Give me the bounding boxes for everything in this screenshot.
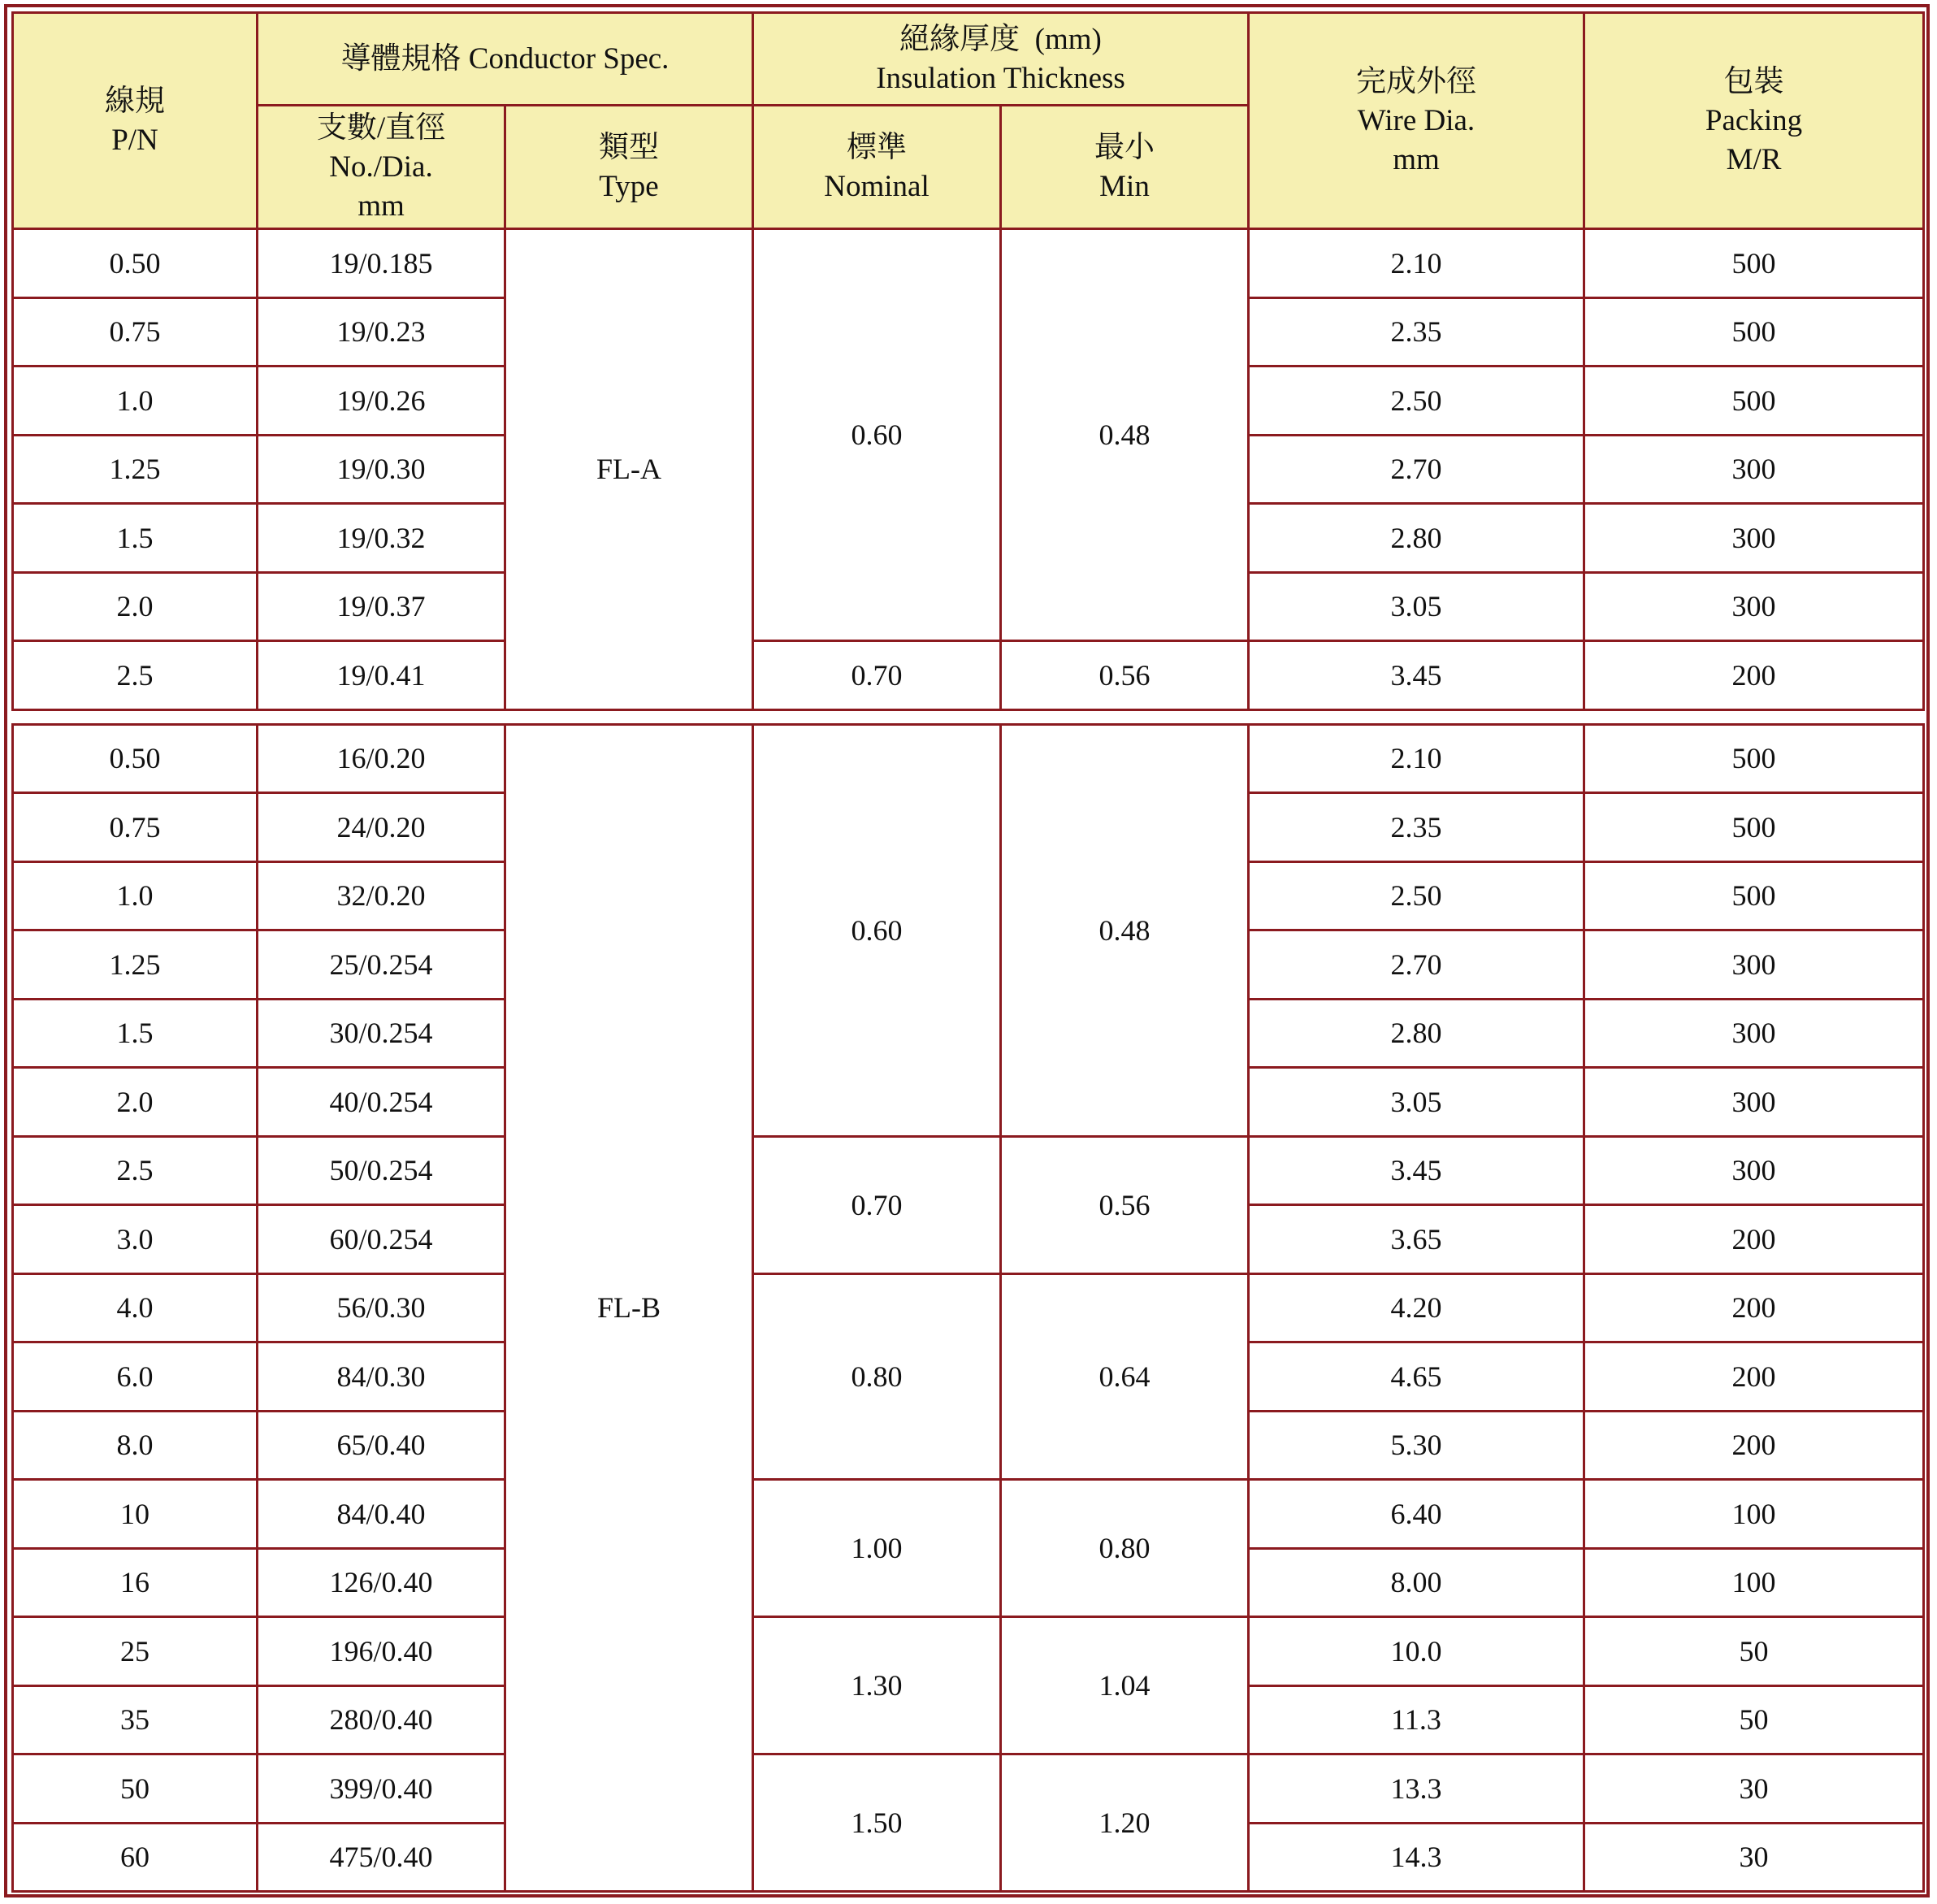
pn-cell: 1.25 xyxy=(13,435,258,504)
packing-cell: 300 xyxy=(1584,435,1924,504)
nominal-cell: 0.80 xyxy=(753,1273,1001,1480)
no-dia-cell: 126/0.40 xyxy=(258,1548,505,1617)
no-dia-cell: 19/0.32 xyxy=(258,504,505,573)
packing-cell: 200 xyxy=(1584,1205,1924,1274)
nominal-cell: 1.30 xyxy=(753,1617,1001,1754)
no-dia-cell: 399/0.40 xyxy=(258,1754,505,1824)
nominal-cell: 1.00 xyxy=(753,1480,1001,1617)
header-packing xyxy=(1584,13,1924,229)
no-dia-cell: 40/0.254 xyxy=(258,1068,505,1137)
wire-dia-cell: 8.00 xyxy=(1249,1548,1584,1617)
wire-dia-cell: 3.65 xyxy=(1249,1205,1584,1274)
no-dia-cell: 32/0.20 xyxy=(258,861,505,930)
header-packing-zh: 包裝 xyxy=(1723,64,1784,98)
pn-cell: 2.0 xyxy=(13,1068,258,1137)
table-row xyxy=(13,1617,1924,1686)
wire-dia-cell: 2.70 xyxy=(1249,930,1584,1000)
wire-dia-cell: 6.40 xyxy=(1249,1480,1584,1549)
packing-cell: 100 xyxy=(1584,1548,1924,1617)
no-dia-cell: 19/0.37 xyxy=(258,572,505,641)
min-cell: 0.48 xyxy=(1001,229,1249,641)
wire-dia-cell: 4.65 xyxy=(1249,1342,1584,1412)
wire-dia-cell: 2.10 xyxy=(1249,724,1584,793)
packing-cell: 50 xyxy=(1584,1617,1924,1686)
wire-dia-cell: 2.50 xyxy=(1249,366,1584,436)
packing-cell: 100 xyxy=(1584,1480,1924,1549)
no-dia-cell: 16/0.20 xyxy=(258,724,505,793)
pn-cell: 35 xyxy=(13,1685,258,1754)
header-no-dia-unit: mm xyxy=(358,189,405,223)
nominal-cell: 1.50 xyxy=(753,1754,1001,1892)
header-conductor-label: 導體規格 Conductor Spec. xyxy=(340,41,670,76)
no-dia-cell: 24/0.20 xyxy=(258,793,505,862)
pn-cell: 2.0 xyxy=(13,572,258,641)
header-min-en: Min xyxy=(1099,169,1150,203)
header-wire-dia-en: Wire Dia. xyxy=(1357,103,1476,137)
packing-cell: 300 xyxy=(1584,1136,1924,1205)
header-insulation-en: Insulation Thickness xyxy=(876,61,1125,95)
packing-cell: 300 xyxy=(1584,504,1924,573)
pn-cell: 1.5 xyxy=(13,999,258,1068)
header-min-zh: 最小 xyxy=(1094,130,1155,164)
table-row xyxy=(13,1136,1924,1205)
header-wire-dia-unit: mm xyxy=(1393,142,1440,176)
no-dia-cell: 280/0.40 xyxy=(258,1685,505,1754)
header-nominal-en: Nominal xyxy=(824,169,930,203)
packing-cell: 500 xyxy=(1584,297,1924,366)
no-dia-cell: 60/0.254 xyxy=(258,1205,505,1274)
wire-dia-cell: 3.05 xyxy=(1249,1068,1584,1137)
pn-cell: 60 xyxy=(13,1823,258,1892)
header-no-dia xyxy=(258,106,505,229)
nominal-cell: 0.70 xyxy=(753,1136,1001,1273)
header-nominal-zh: 標準 xyxy=(847,130,907,164)
pn-cell: 0.50 xyxy=(13,724,258,793)
wire-dia-cell: 2.35 xyxy=(1249,793,1584,862)
pn-cell: 2.5 xyxy=(13,641,258,710)
type-cell: FL-B xyxy=(505,724,753,1892)
wire-dia-cell: 4.20 xyxy=(1249,1273,1584,1342)
wire-dia-cell: 11.3 xyxy=(1249,1685,1584,1754)
min-cell: 0.56 xyxy=(1001,1136,1249,1273)
header-packing-en: Packing xyxy=(1705,103,1803,137)
wire-dia-cell: 2.35 xyxy=(1249,297,1584,366)
packing-cell: 300 xyxy=(1584,572,1924,641)
packing-cell: 200 xyxy=(1584,1273,1924,1342)
packing-cell: 300 xyxy=(1584,1068,1924,1137)
type-cell: FL-A xyxy=(505,229,753,710)
header-min xyxy=(1001,106,1249,229)
packing-cell: 30 xyxy=(1584,1823,1924,1892)
wire-dia-cell: 13.3 xyxy=(1249,1754,1584,1824)
min-cell: 1.20 xyxy=(1001,1754,1249,1892)
wire-dia-cell: 2.70 xyxy=(1249,435,1584,504)
table-row xyxy=(13,1480,1924,1549)
pn-cell: 25 xyxy=(13,1617,258,1686)
nominal-cell: 0.60 xyxy=(753,724,1001,1136)
table-body xyxy=(13,229,1924,1892)
pn-cell: 3.0 xyxy=(13,1205,258,1274)
table-row xyxy=(13,229,1924,298)
header-packing-unit: M/R xyxy=(1726,142,1782,176)
pn-cell: 0.75 xyxy=(13,793,258,862)
pn-cell: 1.0 xyxy=(13,366,258,436)
packing-cell: 300 xyxy=(1584,999,1924,1068)
wire-dia-cell: 2.50 xyxy=(1249,861,1584,930)
wire-dia-cell: 14.3 xyxy=(1249,1823,1584,1892)
min-cell: 1.04 xyxy=(1001,1617,1249,1754)
wire-dia-cell: 3.45 xyxy=(1249,641,1584,710)
pn-cell: 0.75 xyxy=(13,297,258,366)
pn-cell: 2.5 xyxy=(13,1136,258,1205)
header-row-1 xyxy=(13,13,1924,106)
no-dia-cell: 65/0.40 xyxy=(258,1411,505,1480)
header-type-en: Type xyxy=(599,169,659,203)
table-row xyxy=(13,724,1924,793)
no-dia-cell: 50/0.254 xyxy=(258,1136,505,1205)
pn-cell: 6.0 xyxy=(13,1342,258,1412)
wire-spec-table xyxy=(11,11,1925,1893)
header-no-dia-zh: 支數/直徑 xyxy=(316,111,446,145)
header-pn xyxy=(13,13,258,229)
header-type-zh: 類型 xyxy=(599,130,659,164)
no-dia-cell: 19/0.185 xyxy=(258,229,505,298)
no-dia-cell: 30/0.254 xyxy=(258,999,505,1068)
packing-cell: 500 xyxy=(1584,724,1924,793)
wire-dia-cell: 2.10 xyxy=(1249,229,1584,298)
packing-cell: 200 xyxy=(1584,1411,1924,1480)
nominal-cell: 0.70 xyxy=(753,641,1001,710)
no-dia-cell: 56/0.30 xyxy=(258,1273,505,1342)
min-cell: 0.80 xyxy=(1001,1480,1249,1617)
pn-cell: 1.5 xyxy=(13,504,258,573)
no-dia-cell: 25/0.254 xyxy=(258,930,505,1000)
packing-cell: 500 xyxy=(1584,861,1924,930)
header-pn-zh: 線規 xyxy=(105,84,165,118)
header-wire-dia-zh: 完成外徑 xyxy=(1356,64,1476,98)
pn-cell: 1.0 xyxy=(13,861,258,930)
pn-cell: 4.0 xyxy=(13,1273,258,1342)
header-insulation-zh: 絕緣厚度 (mm) xyxy=(899,22,1102,56)
header-conductor-spec xyxy=(258,13,753,106)
no-dia-cell: 84/0.30 xyxy=(258,1342,505,1412)
packing-cell: 50 xyxy=(1584,1685,1924,1754)
group-separator xyxy=(13,709,1924,724)
packing-cell: 500 xyxy=(1584,366,1924,436)
pn-cell: 0.50 xyxy=(13,229,258,298)
table-row xyxy=(13,1273,1924,1342)
header-insulation-thickness xyxy=(753,13,1249,106)
pn-cell: 10 xyxy=(13,1480,258,1549)
no-dia-cell: 84/0.40 xyxy=(258,1480,505,1549)
header-nominal xyxy=(753,106,1001,229)
no-dia-cell: 196/0.40 xyxy=(258,1617,505,1686)
pn-cell: 16 xyxy=(13,1548,258,1617)
table-row xyxy=(13,1754,1924,1824)
min-cell: 0.56 xyxy=(1001,641,1249,710)
header-no-dia-en: No./Dia. xyxy=(329,150,433,184)
wire-dia-cell: 3.05 xyxy=(1249,572,1584,641)
no-dia-cell: 19/0.26 xyxy=(258,366,505,436)
header-wire-dia xyxy=(1249,13,1584,229)
min-cell: 0.48 xyxy=(1001,724,1249,1136)
header-pn-en: P/N xyxy=(111,123,158,157)
no-dia-cell: 19/0.23 xyxy=(258,297,505,366)
header-type xyxy=(505,106,753,229)
min-cell: 0.64 xyxy=(1001,1273,1249,1480)
nominal-cell: 0.60 xyxy=(753,229,1001,641)
wire-dia-cell: 2.80 xyxy=(1249,999,1584,1068)
packing-cell: 200 xyxy=(1584,641,1924,710)
wire-dia-cell: 2.80 xyxy=(1249,504,1584,573)
pn-cell: 8.0 xyxy=(13,1411,258,1480)
pn-cell: 50 xyxy=(13,1754,258,1824)
pn-cell: 1.25 xyxy=(13,930,258,1000)
no-dia-cell: 475/0.40 xyxy=(258,1823,505,1892)
packing-cell: 500 xyxy=(1584,793,1924,862)
table-row xyxy=(13,641,1924,710)
no-dia-cell: 19/0.41 xyxy=(258,641,505,710)
packing-cell: 200 xyxy=(1584,1342,1924,1412)
packing-cell: 30 xyxy=(1584,1754,1924,1824)
wire-dia-cell: 3.45 xyxy=(1249,1136,1584,1205)
separator-cell xyxy=(13,709,1924,724)
no-dia-cell: 19/0.30 xyxy=(258,435,505,504)
wire-dia-cell: 10.0 xyxy=(1249,1617,1584,1686)
packing-cell: 300 xyxy=(1584,930,1924,1000)
packing-cell: 500 xyxy=(1584,229,1924,298)
wire-dia-cell: 5.30 xyxy=(1249,1411,1584,1480)
